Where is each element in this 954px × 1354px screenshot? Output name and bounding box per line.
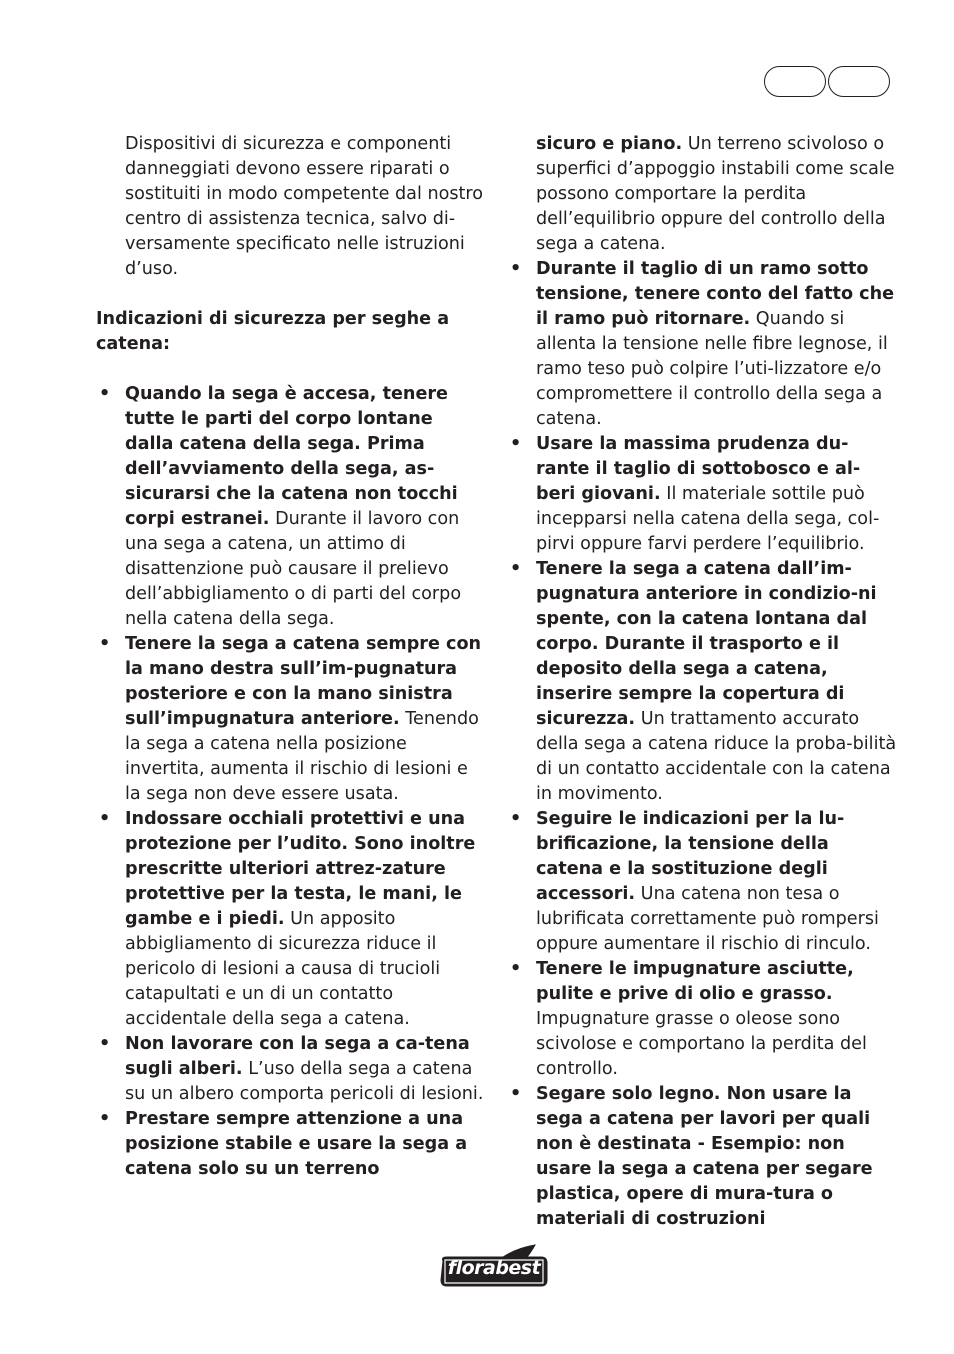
item-bold-text: Prestare sempre attenzione a una posizione stabile e usare la sega a catena solo su un terreno: [125, 1109, 468, 1179]
list-item: [507, 432, 897, 557]
list-item: [96, 1107, 486, 1182]
bullet: •: [510, 1084, 522, 1104]
item-text: Un terreno scivoloso o superfici d’appoggio instabili come scale possono comportare la perdita dell’equilibrio oppure del controllo della sega a catena.: [536, 134, 895, 254]
bullet: •: [510, 259, 522, 279]
list-item: [507, 807, 897, 957]
bullet: •: [99, 1034, 111, 1054]
bullet: •: [510, 434, 522, 454]
item-text: Un trattamento accurato della sega a catena riduce la proba-bilità di un contatto accidentale con la catena in movimento.: [536, 709, 897, 804]
list-item: [507, 957, 897, 1082]
item-text: Tenendo la sega a catena nella posizione invertita, aumenta il rischio di lesioni e la sega non deve essere usata.: [125, 709, 479, 804]
safety-list-left: [96, 382, 486, 1182]
bullet: •: [510, 809, 522, 829]
intro-paragraph: Dispositivi di sicurezza e componenti danneggiati devono essere riparati o sostituiti in modo competente dal nostro centro di assistenza tecnica, salvo di-versamente specificato nelle istruzioni d’uso.: [125, 134, 484, 279]
list-item: [96, 807, 486, 1032]
item-bold-text: Tenere la sega a catena sempre con la mano destra sull’im-pugnatura posteriore e con la mano sinistra sull’impugnatura anteriore.: [125, 634, 482, 729]
item-bold-text: Durante il taglio di un ramo sotto tensione, tenere conto del fatto che il ramo può ritornare.: [536, 259, 895, 329]
bullet: •: [99, 1109, 111, 1129]
list-item: [96, 382, 486, 632]
item-bold-text: Seguire le indicazioni per la lu-brificazione, la tensione della catena e la sostituzione degli accessori.: [536, 809, 845, 904]
list-item: [507, 557, 897, 807]
item-text: Impugnature grasse o oleose sono scivolose e comportano la perdita del controllo.: [536, 1009, 867, 1079]
item-bold-text: Indossare occhiali protettivi e una protezione per l’udito. Sono inoltre prescritte ulteriori attrez-zature protettive per la testa, le mani, le gambe e i piedi.: [125, 809, 476, 929]
right-column: [507, 132, 897, 1232]
item-bold-text: Non lavorare con la sega a ca-tena sugli alberi.: [125, 1034, 470, 1079]
bullet: •: [510, 559, 522, 579]
item-text: Una catena non tesa o lubrificata correttamente può rompersi oppure aumentare il rischio di rinculo.: [536, 884, 879, 954]
left-column: [96, 132, 486, 1182]
list-item: [507, 257, 897, 432]
logo-text: florabest: [447, 1257, 541, 1279]
list-item: [507, 1082, 897, 1232]
item-bold-text: Usare la massima prudenza du-rante il taglio di sottobosco e al-beri giovani.: [536, 434, 861, 504]
florabest-logo: [437, 1244, 551, 1290]
language-badge: [764, 66, 890, 99]
item-bold-text: sicuro e piano.: [536, 134, 683, 154]
item-text: L’uso della sega a catena su un albero comporta pericoli di lesioni.: [125, 1059, 484, 1104]
item-text: Un apposito abbigliamento di sicurezza riduce il pericolo di lesioni a causa di trucioli catapultati e un di un contatto accidentale della sega a catena.: [125, 909, 441, 1029]
item-text: Il materiale sottile può incepparsi nella catena della sega, col-pirvi oppure farvi perdere l’equilibrio.: [536, 484, 880, 554]
item-bold-text: Quando la sega è accesa, tenere tutte le parti del corpo lontane dalla catena della sega. Prima dell’avviamento della sega, as-sicurarsi che la catena non tocchi corpi estranei.: [125, 384, 458, 529]
continued-item: [507, 132, 897, 257]
language-pill-right: [828, 66, 890, 97]
bullet: •: [510, 959, 522, 979]
list-item: [96, 632, 486, 807]
bullet: •: [99, 809, 111, 829]
item-bold-text: Tenere le impugnature asciutte, pulite e prive di olio e grasso.: [536, 959, 854, 1004]
item-bold-text: Tenere la sega a catena dall’im-pugnatura anteriore in condizio-ni spente, con la catena lontana dal corpo. Durante il trasporto e il deposito della sega a catena, inserire sempre la copertura di sicurezza.: [536, 559, 877, 729]
bullet: •: [99, 384, 111, 404]
section-heading: Indicazioni di sicurezza per seghe a catena:: [96, 309, 450, 354]
item-text: Quando si allenta la tensione nelle fibre legnose, il ramo teso può colpire l’uti-lizzatore e/o compromettere il controllo della sega a catena.: [536, 309, 888, 429]
bullet: •: [99, 634, 111, 654]
item-bold-text: Segare solo legno. Non usare la sega a catena per lavori per quali non è destinata - Esempio: non usare la sega a catena per segare plastica, opere di mura-tura o materiali di costruzioni: [536, 1084, 873, 1229]
list-item: [96, 1032, 486, 1107]
item-text: Durante il lavoro con una sega a catena, un attimo di disattenzione può causare il prelievo dell’abbigliamento o di parti del corpo nella catena della sega.: [125, 509, 462, 629]
safety-list-right: [507, 257, 897, 1232]
language-pill-left: [764, 66, 826, 97]
